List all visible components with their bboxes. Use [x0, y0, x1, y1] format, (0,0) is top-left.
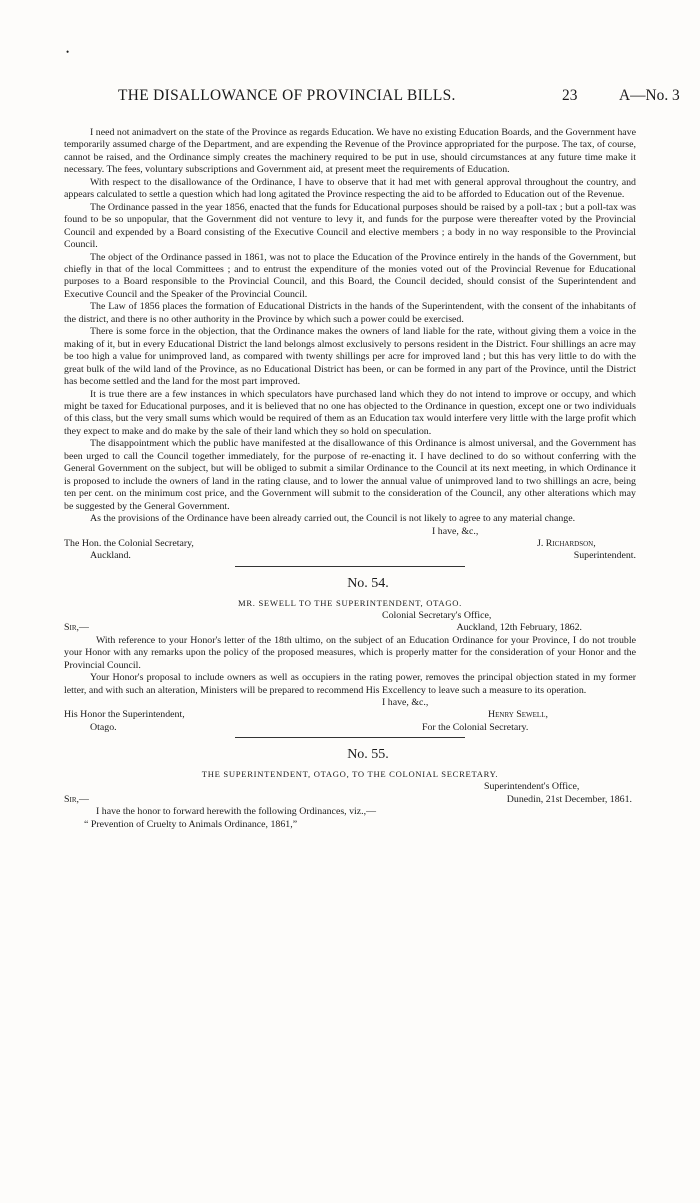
paragraph: The Ordinance passed in the year 1856, enacted that the funds for Educational purposes should be raised by a poll-tax ; but a poll-tax was found to be so unpopular, that the Government did not venture to levy it, and funds for the purpose were thereafter voted by the Provincial Council and expended by a Board consisting of the Executive Council and elective members ; a body in no way responsible to the Provincial Council. — [64, 201, 636, 251]
paragraph: The disappointment which the public have manifested at the disallowance of this Ordinance is almost universal, and the Government has been urged to call the Council together immediately, for the purpose of re-enacting it. I have declined to do so without conferring with the General Government on the subject, but will be obliged to submit a similar Ordinance to the Council at its next meeting, in which Ordinance it is proposed to include the owners of land in the rating clause, and to lower the annual value of unimproved land to two shillings an acre, being ten per cent. on the minimum cost price, and the Government will submit to the consideration of the Council, any other alterations which may be suggested by the General Government. — [64, 438, 636, 512]
list-item: “ Prevention of Cruelty to Animals Ordinance, 1861,” — [84, 818, 298, 830]
addressee: His Honor the Superintendent, — [64, 709, 185, 721]
closing-row — [64, 697, 636, 709]
letter-number: No. 54. — [347, 575, 389, 591]
signature-row — [64, 722, 636, 734]
list-item-row — [64, 819, 636, 831]
signature-row — [64, 709, 636, 721]
paper-reference: A—No. 3 — [619, 87, 680, 104]
section-divider — [235, 737, 465, 744]
closing: I have, &c., — [432, 525, 479, 537]
signature-title: For the Colonial Secretary. — [422, 721, 529, 733]
running-title: THE DISALLOWANCE OF PROVINCIAL BILLS. — [118, 87, 456, 104]
salutation: Sir,— — [64, 793, 89, 805]
addressee: The Hon. the Colonial Secretary, — [64, 537, 194, 549]
paragraph: It is true there are a few instances in which speculators have purchased land which they do not intend to improve or occupy, and which might be taxed for Educational purposes, and it is believed that no one has objected to the Ordinance in question, except one or two individuals of this class, but the very small sums which would be required of them as an Education tax would interfere very little with the large profit which they expect to make and do make by the sale of their land which they so hold on speculation. — [64, 388, 636, 437]
signature-row — [64, 538, 636, 550]
addressee-place: Otago. — [90, 721, 117, 733]
office-row — [64, 610, 636, 622]
salutation-row — [64, 622, 636, 634]
paragraph: I need not animadvert on the state of the Province as regards Education. We have no existing Education Boards, and the Government have temporarily assumed charge of the Department, and are expending the Revenue of the Province appropriated for the purpose. The tax, of course, cannot be raised, and the Ordinance simply creates the machinery required to be put in use, should circumstances at any future time make it necessary. The fees, voluntary subscriptions and Government aid, at present meet the requirements of Education. — [64, 127, 636, 176]
signature-name: J. Richardson, — [537, 537, 596, 549]
signature-name: Henry Sewell, — [488, 709, 548, 721]
paragraph: The Law of 1856 places the formation of Educational Districts in the hands of the Superintendent, with the consent of the inhabitants of the district, and there is no other authority in the Province by which such a power could be exercised. — [64, 301, 636, 325]
letter-caption: THE SUPERINTENDENT, OTAGO, TO THE COLONIAL SECRETARY. — [201, 769, 499, 780]
letter-number: No. 55. — [347, 747, 389, 763]
margin-mark: • — [66, 47, 70, 57]
place-date: Dunedin, 21st December, 1861. — [506, 793, 632, 805]
paragraph: I have the honor to forward herewith the following Ordinances, viz.,— — [96, 806, 376, 818]
section-divider — [235, 566, 465, 573]
letter-53-body — [64, 127, 636, 831]
office-line: Superintendent's Office, — [484, 781, 580, 793]
paragraph: As the provisions of the Ordinance have been already carried out, the Council is not likely to agree to any material change. — [90, 513, 576, 525]
page-header — [0, 87, 700, 112]
closing: I have, &c., — [382, 696, 429, 708]
page-number: 23 — [562, 87, 578, 104]
closing-row — [64, 526, 636, 538]
salutation-row — [64, 794, 636, 806]
paragraph: With respect to the disallowance of the Ordinance, I have to observe that it had met with general approval throughout the country, and appears calculated to settle a question which had long agitated the Province respecting the aid to be afforded to Education out of the Revenue. — [64, 176, 636, 201]
letter-caption: MR. SEWELL TO THE SUPERINTENDENT, OTAGO. — [237, 597, 462, 608]
paragraph: With reference to your Honor's letter of the 18th ultimo, on the subject of an Education Ordinance for your Province, I do not trouble your Honor with any remarks upon the policy of the proposed measures, which is properly matter for the consideration of your Honor and the Provincial Council. — [64, 634, 636, 671]
paragraph: There is some force in the objection, that the Ordinance makes the owners of land liable for the rate, without giving them a voice in the making of it, but in every Educational District the land belongs almost exclusively to persons resident in the District. Four shillings an acre may be too high a value for unimproved land, as compared with twenty shillings per acre for improved land ; but this has very little to do with the great bulk of the wild land of the Province, as no Educational District has been, or can be formed in any part of the Province, until the District has become settled and the land for the most part improved. — [64, 326, 636, 388]
signature-row — [64, 550, 636, 562]
salutation: Sir,— — [64, 622, 89, 634]
office-line: Colonial Secretary's Office, — [382, 609, 492, 621]
signature-title: Superintendent. — [573, 550, 636, 562]
place-date: Auckland, 12th February, 1862. — [456, 622, 582, 634]
paragraph: Your Honor's proposal to include owners as well as occupiers in the rating power, removes the principal objection stated in my former letter, and with such an alteration, Ministers will be prepared to recommend His Excellency to leave such a measure to its operation. — [64, 672, 636, 696]
addressee-place: Auckland. — [90, 550, 131, 562]
paragraph: The object of the Ordinance passed in 1861, was not to place the Education of the Province entirely in the hands of the Government, but chiefly in that of the local Committees ; and to entrust the expenditure of the monies voted out of the Provincial Revenue for Educational purposes to a Board responsible to the Provincial Council, and this Board, the Council decided, should consist of the Superintendent and Executive Council and the Speaker of the Provincial Council. — [64, 251, 636, 300]
office-row — [64, 781, 636, 793]
